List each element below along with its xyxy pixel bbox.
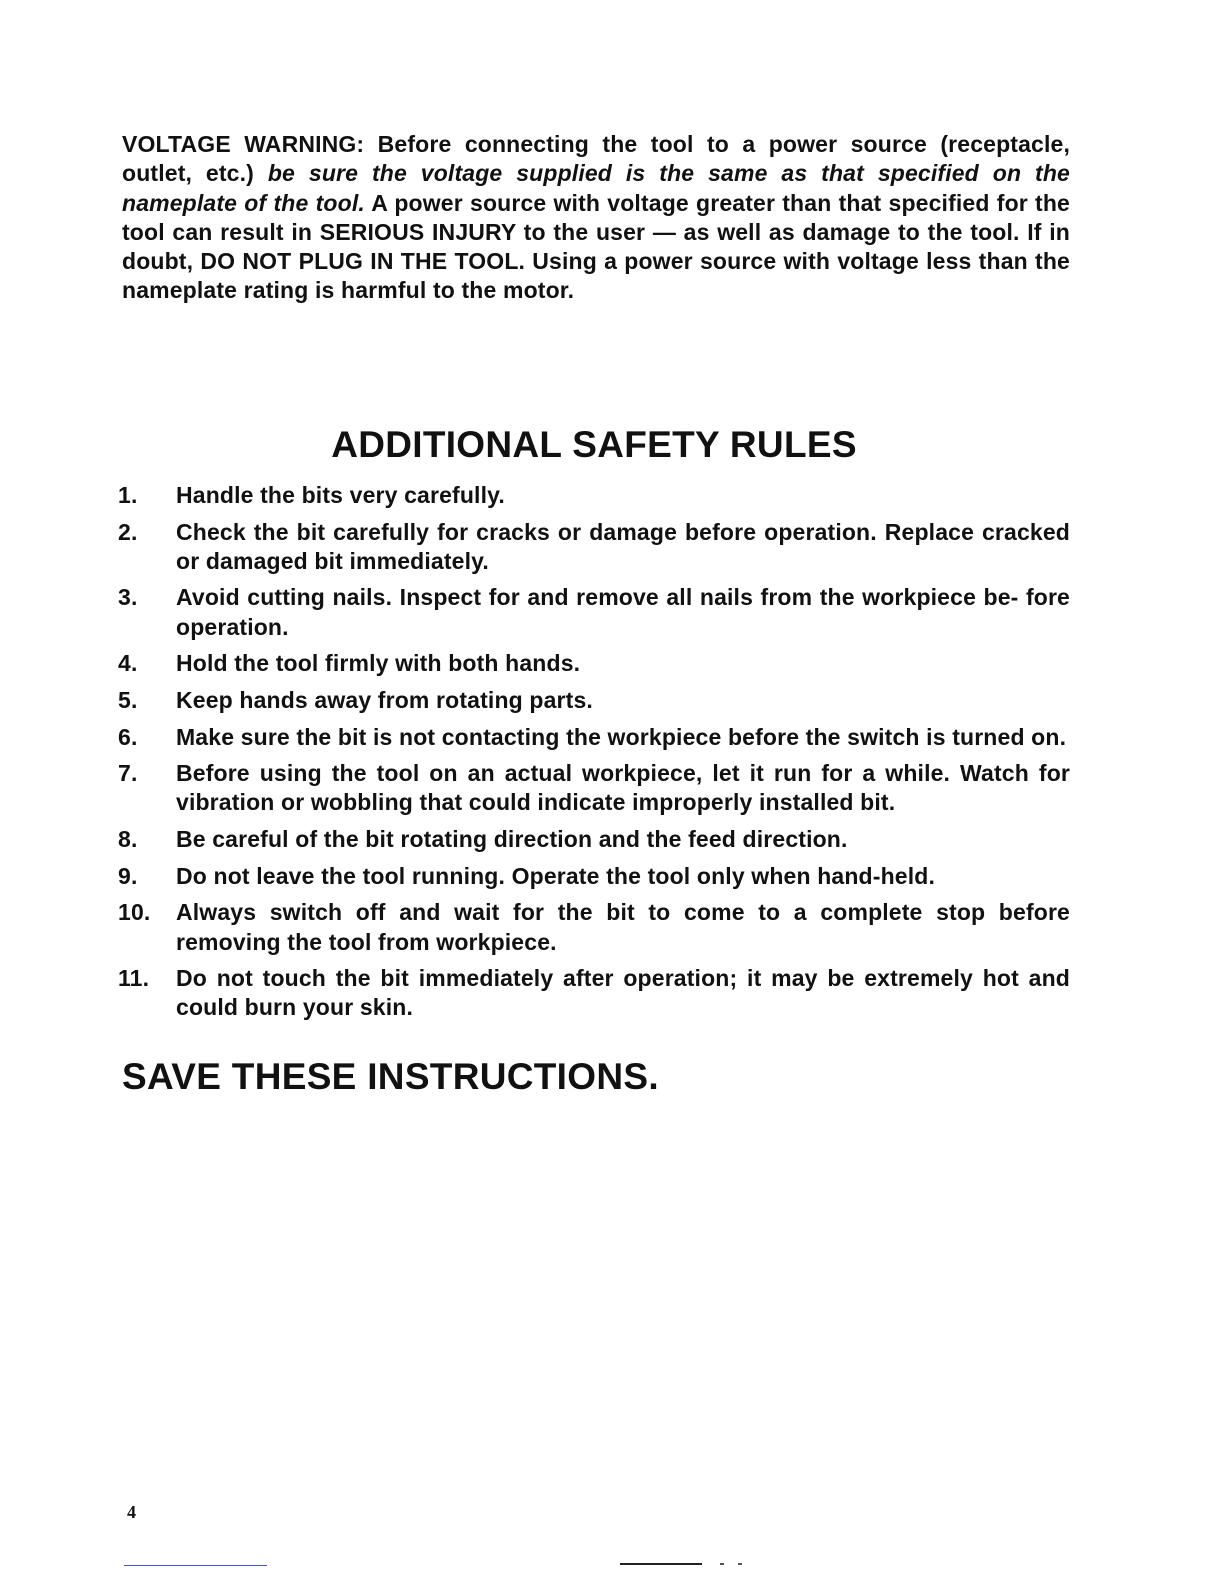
safety-rule (118, 964, 1070, 1023)
voltage-warning-text-2: A power source with voltage greater than that specified for the tool can result in SERIOUS INJURY to the user — as well as damage to the tool. If in doubt, DO NOT PLUG IN THE TOOL. Using a power source with voltage less than the nameplate rating is harmful to the motor. (122, 189, 1070, 304)
rule-number: 6. (118, 723, 138, 750)
rule-number: 4. (118, 650, 138, 677)
page-number: 4 (127, 1502, 136, 1522)
scan-artifact-line (620, 1563, 702, 1565)
rule-text: Before using the tool on an actual workpiece, let it run for a while. Watch for vibration or wobbling that could indicate improperly installed bit. (176, 760, 1070, 816)
rule-number: 1. (118, 482, 138, 508)
rule-text: Hold the tool firmly with both hands. (176, 650, 581, 677)
safety-rule (118, 649, 1070, 678)
safety-rule (118, 759, 1070, 818)
rule-text: Make sure the bit is not contacting the workpiece before the switch is turned on. (176, 723, 1067, 750)
scan-artifact-line (124, 1565, 267, 1566)
section-heading: ADDITIONAL SAFETY RULES (331, 424, 857, 465)
rule-number: 3. (118, 584, 138, 611)
safety-rule (118, 862, 1070, 891)
rule-text: Do not leave the tool running. Operate the tool only when hand-held. (176, 862, 935, 889)
scan-artifact-dot (738, 1563, 742, 1565)
voltage-warning-text-1: Before connecting the tool to a power source (receptacle, outlet, etc.) (122, 131, 1070, 187)
safety-rule (118, 898, 1070, 957)
rule-number: 9. (118, 862, 138, 889)
rule-text: Check the bit carefully for cracks or damage before operation. Replace cracked or damaged bit immediately. (176, 518, 1070, 574)
safety-rule (118, 825, 1070, 854)
rule-number: 10. (118, 899, 151, 926)
scan-artifact-dot (720, 1563, 724, 1565)
safety-rule (118, 686, 1070, 715)
safety-rules-list (118, 481, 1070, 1030)
rule-text: Always switch off and wait for the bit to come to a complete stop before removing the tool from workpiece. (176, 899, 1070, 955)
rule-text: Keep hands away from rotating parts. (176, 686, 593, 713)
save-instructions-heading: SAVE THESE INSTRUCTIONS. (122, 1056, 659, 1097)
rule-text: Be careful of the bit rotating direction and the feed direction. (176, 826, 848, 853)
rule-number: 7. (118, 760, 138, 787)
rule-number: 8. (118, 826, 138, 853)
voltage-warning (122, 130, 1070, 306)
rule-text: Avoid cutting nails. Inspect for and remove all nails from the workpiece be- fore operation. (176, 584, 1070, 640)
safety-rule (118, 723, 1070, 752)
rule-number: 11. (118, 965, 150, 992)
voltage-warning-italic-text: be sure the voltage supplied is the same as that specified on the nameplate of the tool. (122, 160, 1070, 216)
rule-text: Do not touch the bit immediately after operation; it may be extremely hot and could burn your skin. (176, 965, 1070, 1021)
rule-number: 2. (118, 518, 138, 545)
safety-rule (118, 481, 1070, 510)
voltage-warning-label: VOLTAGE WARNING: (122, 131, 365, 157)
rule-text: Handle the bits very carefully. (176, 482, 505, 508)
rule-number: 5. (118, 686, 138, 713)
safety-rule (118, 583, 1070, 642)
safety-rule (118, 518, 1070, 577)
